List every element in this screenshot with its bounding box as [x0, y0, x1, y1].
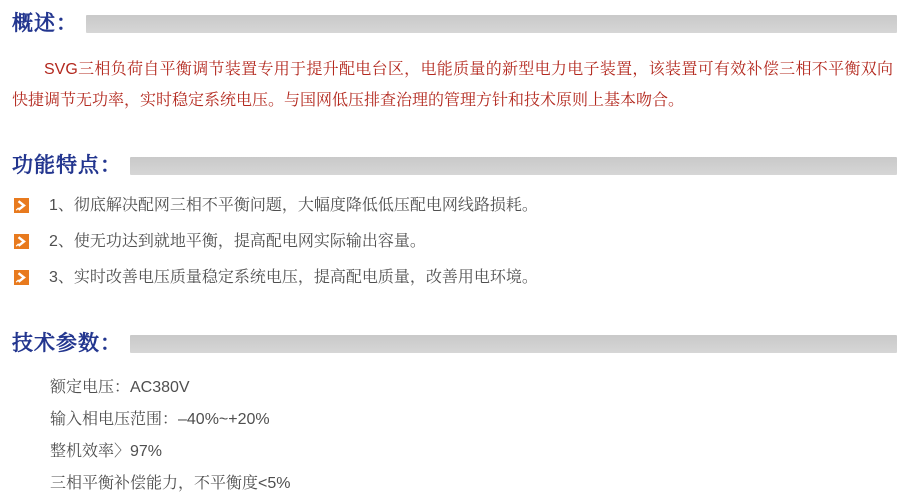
spec-line: 三相平衡补偿能力，不平衡度<5% [50, 475, 291, 492]
features-heading-bar [130, 157, 897, 175]
overview-paragraph: SVG三相负荷自平衡调节装置专用于提升配电台区，电能质量的新型电力电子装置，该装置可有效补偿三相不平衡双向快捷调节无功率，实时稳定系统电压。与国网低压排查治理的管理方针和技术原则上基本吻合。 [12, 61, 893, 109]
spec-line: 额定电压：AC380V [50, 379, 190, 396]
overview-section-header [12, 10, 897, 38]
chevron-bullet-icon [14, 270, 29, 285]
specs-heading: 技术参数： [12, 332, 122, 355]
features-list [14, 196, 895, 287]
chevron-bullet-icon [14, 198, 29, 213]
spec-line: 输入相电压范围：–40%~+20% [50, 411, 270, 428]
spacer [0, 304, 915, 330]
list-item [14, 268, 895, 287]
features-section-header [12, 152, 897, 180]
specs-list [50, 372, 895, 500]
feature-text: 1、彻底解决配网三相不平衡问题，大幅度降低低压配电网线路损耗。 [49, 197, 538, 214]
spacer [0, 116, 915, 152]
feature-text: 3、实时改善电压质量稳定系统电压，提高配电质量，改善用电环境。 [49, 269, 538, 286]
feature-text: 2、使无功达到就地平衡，提高配电网实际输出容量。 [49, 233, 426, 250]
specs-section-header [12, 330, 897, 358]
chevron-bullet-icon [14, 234, 29, 249]
features-heading: 功能特点： [12, 154, 122, 177]
overview-heading: 概述： [12, 12, 78, 35]
overview-heading-bar [86, 15, 897, 33]
list-item [14, 196, 895, 215]
list-item [14, 232, 895, 251]
specs-heading-bar [130, 335, 897, 353]
spec-line: 整机效率〉97% [50, 443, 163, 460]
